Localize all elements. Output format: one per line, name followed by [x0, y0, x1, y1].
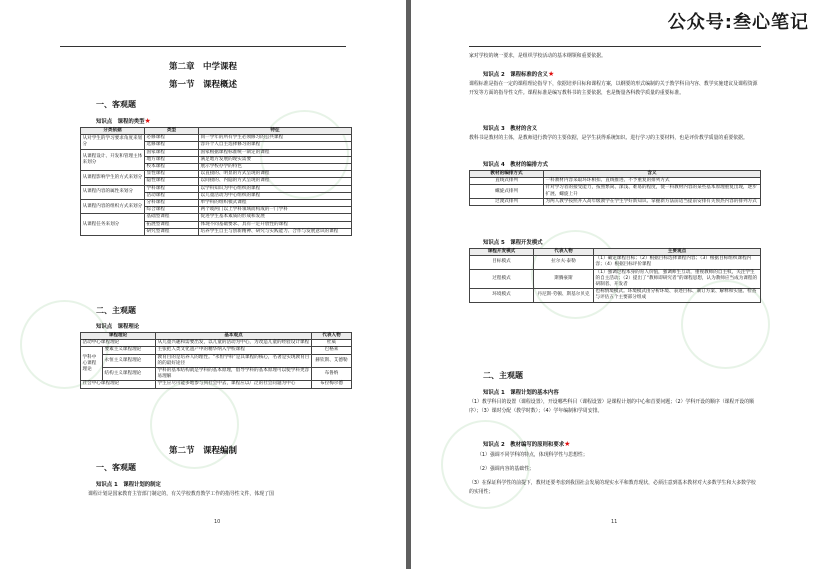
arrangement-table [469, 170, 761, 206]
table-cell: 教育目的是培养人的理性。“永恒学科”是其课程的核心，名著是实现教育目的的最好途径 [156, 354, 312, 367]
table-row [470, 256, 761, 269]
paragraph: （2）强调内容的基础性； [477, 466, 534, 472]
knowledge-point-title: 知识点 1 课程计划的基本内容 [483, 390, 559, 396]
table-cell: 学生应尽可能多地参与到社会中去，课程应以广泛的社会问题为中心 [156, 381, 312, 388]
table-cell: 从课程设计、开发和管理主体来划分 [81, 149, 145, 171]
table-cell: 研究型课程 [145, 228, 199, 235]
heading-subjective: 二、主观题 [483, 370, 523, 380]
table-cell: 拓展型课程 [145, 221, 199, 228]
table-row [81, 347, 352, 354]
table-cell: 过渡式排列 [470, 198, 544, 205]
table-cell: 地方课程 [145, 156, 199, 163]
col-header: 代表人物 [534, 249, 594, 256]
knowledge-point-title: 知识点 1 课程计划的制定 [96, 482, 161, 488]
paragraph: 教科书是教材的主体，是教师进行教学的主要依据，是学生获得系统知识、进行学习的主要材料，也是评价教学质量的重要依据。 [469, 135, 748, 141]
table-cell: 从课程内容的属性来划分 [81, 185, 145, 199]
table-cell: 布鲁纳 [312, 368, 352, 381]
col-header: 特征 [199, 128, 352, 135]
page-number: 11 [611, 519, 618, 525]
table-cell: 从课程任务来划分 [81, 214, 145, 236]
table-cell: 国家课程 [145, 149, 199, 156]
col-header: 主要观点 [594, 249, 761, 256]
col-header: 分类依据 [81, 128, 145, 135]
page-number: 10 [214, 519, 221, 525]
table-cell: 培养学生自主与创新精神、研究与实践能力、合作与发展意识的课程 [199, 228, 352, 235]
table-cell: 巴格莱 [312, 347, 352, 354]
table-cell: 螺旋式排列 [470, 185, 544, 198]
knowledge-point-title: 知识点 课程理论 [96, 324, 140, 330]
table-cell: 从儿童兴趣和需要出发，以儿童的活动为中心，为改造儿童的经验设计课程 [156, 340, 312, 347]
knowledge-point-title: 知识点 4 教材的编排方式 [483, 162, 548, 168]
dev-model-table [469, 248, 761, 303]
table-cell: 以儿童活动为中心组织的课程 [199, 192, 352, 199]
table-cell: 显性课程 [145, 171, 199, 178]
table-cell: 学科的基本结构就是学科的基本原理，倡导学科的基本原理可以使学科更容易理解 [156, 368, 312, 381]
header-rule [469, 46, 761, 47]
table-cell: 主张把人类文化遗产中的精华纳入学校课程 [156, 347, 312, 354]
header-rule [60, 46, 346, 47]
paragraph: 家对学校的统一要求，是组织学校活动的基本纲领和重要依据。 [469, 53, 606, 59]
table-cell: 基础型课程 [145, 214, 199, 221]
heading-subjective: 二、主观题 [96, 305, 136, 315]
table-cell: 满足地方发展的现实需要 [199, 156, 352, 163]
table-cell: 斯腾豪斯 [534, 269, 594, 289]
table-row [470, 178, 761, 185]
knowledge-point-title: 知识点 5 课程开发模式 [483, 240, 543, 246]
table-cell: 以学科知识为中心组织的课程 [199, 185, 352, 192]
chapter-title: 第二章 中学课程 [168, 62, 237, 72]
table-cell: 一科教材内容采取环环相扣、直线推进、不予重复的排列方式 [544, 178, 761, 185]
table-cell: 展示学校办学的特色 [199, 164, 352, 171]
table-row [81, 340, 352, 347]
heading-objective: 一、客观题 [96, 462, 136, 472]
star-icon: ★ [547, 70, 555, 78]
section-title: 第一节 课程概述 [168, 80, 237, 90]
table-cell: 社会中心课程理论 [81, 381, 156, 388]
table-row [470, 269, 761, 289]
table-row [81, 214, 352, 221]
table-row [470, 198, 761, 205]
table-cell: 永恒主义课程理论 [103, 354, 156, 367]
table-cell: 活动课程 [145, 192, 199, 199]
table-cell: 容许个人自主选择修习的课程 [199, 142, 352, 149]
table-cell: 国家根据课程标准统一制定的课程 [199, 149, 352, 156]
table-cell: 学科课程 [145, 185, 199, 192]
table-row [470, 185, 761, 198]
paragraph: 课程计划是国家教育主管部门制定的，有关学校教育教学工作的指导性文件，体现了国 [88, 491, 274, 497]
table-cell: 促进学生基本素质的形成和发展 [199, 214, 352, 221]
table-cell: 分科课程 [145, 200, 199, 207]
table-cell: 环境模式 [470, 289, 534, 302]
right-page [411, 0, 819, 569]
paragraph: （3）在保证科学性的前提下，教材还要考虑到我国社会发展的现实水平和教育现状，必须注意到基本教材对大多数学生和大多数学校的实用性； [469, 480, 756, 495]
col-header: 基本观点 [156, 333, 312, 340]
star-icon: ★ [144, 117, 151, 125]
course-theory-table [80, 332, 352, 389]
col-header: 课程开发模式 [470, 249, 534, 256]
table-cell: 直线式排列 [470, 178, 544, 185]
table-cell: 隐性课程 [145, 178, 199, 185]
table-cell: 体现不同基础要求、具有一定开放性的课程 [199, 221, 352, 228]
heading-objective: 一、客观题 [96, 99, 136, 109]
table-cell: 过程模式 [470, 269, 534, 289]
table-cell: （1）强调过程本身的育人价值，强调师生互动，重视教师的自主权，关注学生的自主活动；（2）提出了“教师即研究者”的课程思想，认为教师应当成为课程的研制者、开发者 [594, 269, 761, 289]
table-cell: 必修课程 [145, 135, 199, 142]
section-title: 第二节 课程编制 [168, 446, 237, 456]
table-cell: 综合课程 [145, 207, 199, 214]
knowledge-point-title: 知识点 3 教材的含义 [483, 126, 538, 132]
watermark-text: 公众号:叁心笔记 [667, 12, 809, 33]
table-cell: （1）确定课程目标；（2）根据目标选择课程内容；（3）根据目标组织课程内容；（4）根据目标评价课程 [594, 256, 761, 269]
table-cell: 为两人教学按照并入高年级教学在学生学好新知识、掌握新方法前适当提前安排有关预热内容的排列方式 [544, 198, 761, 205]
table-row [81, 149, 352, 156]
knowledge-point-title: 知识点 课程的类型★ [96, 117, 151, 125]
table-cell: 针对学习者的接受能力，按照繁简、深浅、难易的程度，使一科教材内容的某些基本原理重复出现，逐步扩展、螺旋上升 [544, 185, 761, 198]
table-cell: 以直接的、明显的方式呈现的课程 [199, 171, 352, 178]
table-cell: 布拉梅尔德 [312, 381, 352, 388]
table-cell: 从对学生的学习要求角度来划分 [81, 135, 145, 149]
table-cell: 学科中心课程理论 [81, 347, 103, 381]
paragraph: 课程标准是指在一定的课程理论指导下，依据培养目标和课程方案，以纲要的形式编制的关于教学科目内容、教学实施建议及课程资源开发等方面的指导性文件。课程标准是编写教科书的主要依据，也是衡量各科教学质量的重要标准。 [469, 81, 758, 96]
col-header: 教材的编排方式 [470, 171, 544, 178]
paragraph: （1）教学科目的设置（课程设置），开设哪些科目（课程设置）是课程计划的中心和首要问题；（2）学科开设的顺序（课程开设的顺序）；（3）课时分配（教学时数）；（4）学年编制和学周安排。 [469, 399, 754, 414]
knowledge-point-title: 知识点 2 教材编写的原则和要求★ [483, 440, 571, 448]
table-row [81, 200, 352, 207]
table-cell: 要素主义课程理论 [103, 347, 156, 354]
table-row [81, 135, 352, 142]
table-cell: 拉尔夫·泰勒 [534, 256, 594, 269]
table-row [81, 368, 352, 381]
col-header: 代表人物 [312, 333, 352, 340]
table-cell: 也称情境模式。环境模式由分析环境、表述目标、制订方案、解释和实施、检查与评估五个主要部分组成 [594, 289, 761, 302]
table-row [470, 289, 761, 302]
table-cell: 目标模式 [470, 256, 534, 269]
table-cell: 赫钦斯、艾德勒 [312, 354, 352, 367]
table-row [81, 381, 352, 388]
star-icon: ★ [564, 440, 571, 448]
table-cell: 丹尼斯·劳顿、斯基尔贝克 [534, 289, 594, 302]
knowledge-point-title: 知识点 2 课程标准的含义★ [483, 70, 555, 78]
col-header: 含义 [544, 171, 761, 178]
table-cell: 单学科的组织模式课程 [199, 200, 352, 207]
table-row [81, 171, 352, 178]
table-cell: 活动中心课程理论 [81, 340, 156, 347]
paragraph: （1）强调不同学科的特点，体现科学性与思想性； [477, 452, 588, 458]
table-cell: 从课程影响学生的方式来划分 [81, 171, 145, 185]
table-cell: 从课程内容的组织方式来划分 [81, 200, 145, 214]
col-header: 类型 [145, 128, 199, 135]
table-cell: 校本课程 [145, 164, 199, 171]
table-cell: 两个或两门以上学科领域而构成的一门学科 [199, 207, 352, 214]
table-row [81, 185, 352, 192]
table-cell: 杜威 [312, 340, 352, 347]
table-cell: 结构主义课程理论 [103, 368, 156, 381]
table-row [81, 354, 352, 367]
table-cell: 以间接的、内隐的方式呈现的课程 [199, 178, 352, 185]
course-types-table [80, 127, 352, 236]
left-page [0, 0, 406, 569]
col-header: 课程理论 [81, 333, 156, 340]
table-cell: 选修课程 [145, 142, 199, 149]
table-cell: 同一学年的所有学生必须修习的公共课程 [199, 135, 352, 142]
